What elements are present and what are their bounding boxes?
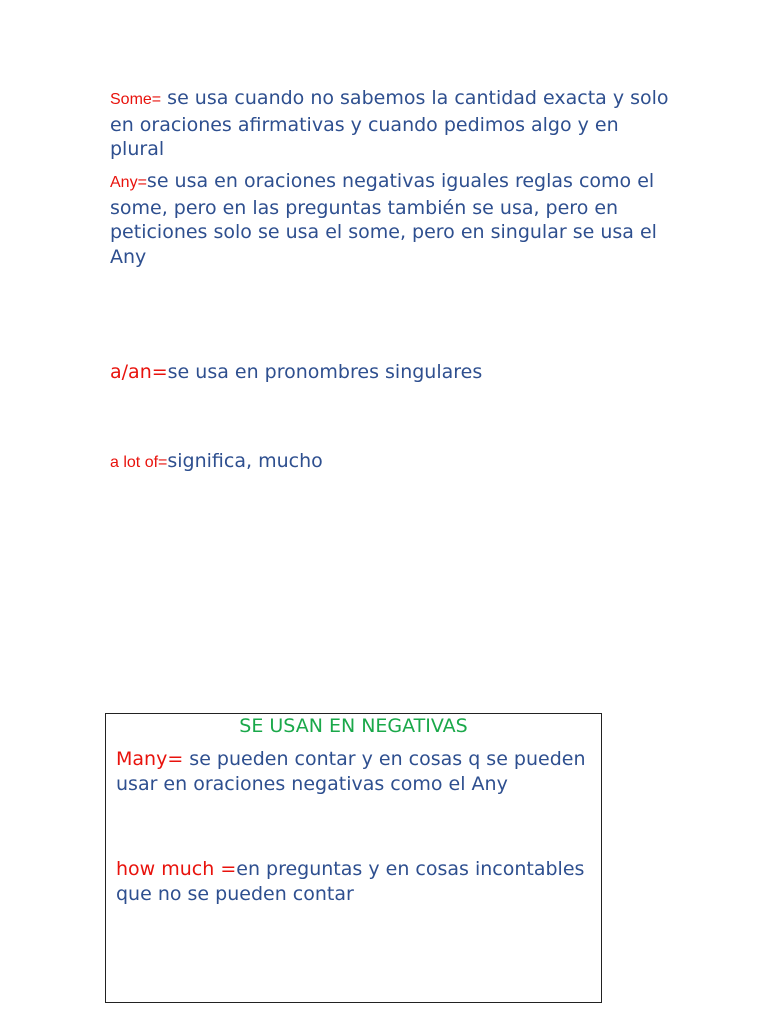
box-title: SE USAN EN NEGATIVAS — [239, 715, 468, 737]
definition-a-an-text: se usa en pronombres singulares — [167, 361, 483, 383]
term-any: Any= — [110, 174, 147, 191]
term-many: Many= — [116, 748, 184, 770]
definition-any — [110, 169, 670, 269]
definition-many — [116, 747, 596, 796]
definition-how-much — [116, 857, 596, 906]
definition-many-text: se pueden contar y en cosas q se pueden usar en oraciones negativas como el Any — [116, 748, 586, 795]
definition-a-lot-of-text: significa, mucho — [167, 450, 323, 472]
term-a-an: a/an= — [110, 361, 168, 383]
definition-any-text: se usa en oraciones negativas iguales reglas como el some, pero en las preguntas también se usa, pero en peticiones solo se usa el some, pero en singular se usa el Any — [110, 170, 657, 268]
term-how-much: how much = — [116, 858, 237, 880]
definition-a-lot-of — [110, 449, 670, 476]
term-some: Some= — [110, 91, 162, 108]
term-a-lot-of: a lot of= — [110, 454, 168, 471]
definition-some-text: se usa cuando no sabemos la cantidad exacta y solo en oraciones afirmativas y cuando pedimos algo y en plural — [110, 87, 669, 160]
definition-how-much-text: en preguntas y en cosas incontables que no se pueden contar — [116, 858, 585, 905]
negatives-box — [105, 713, 602, 1003]
definition-some — [110, 86, 670, 162]
definition-a-an — [110, 360, 670, 385]
